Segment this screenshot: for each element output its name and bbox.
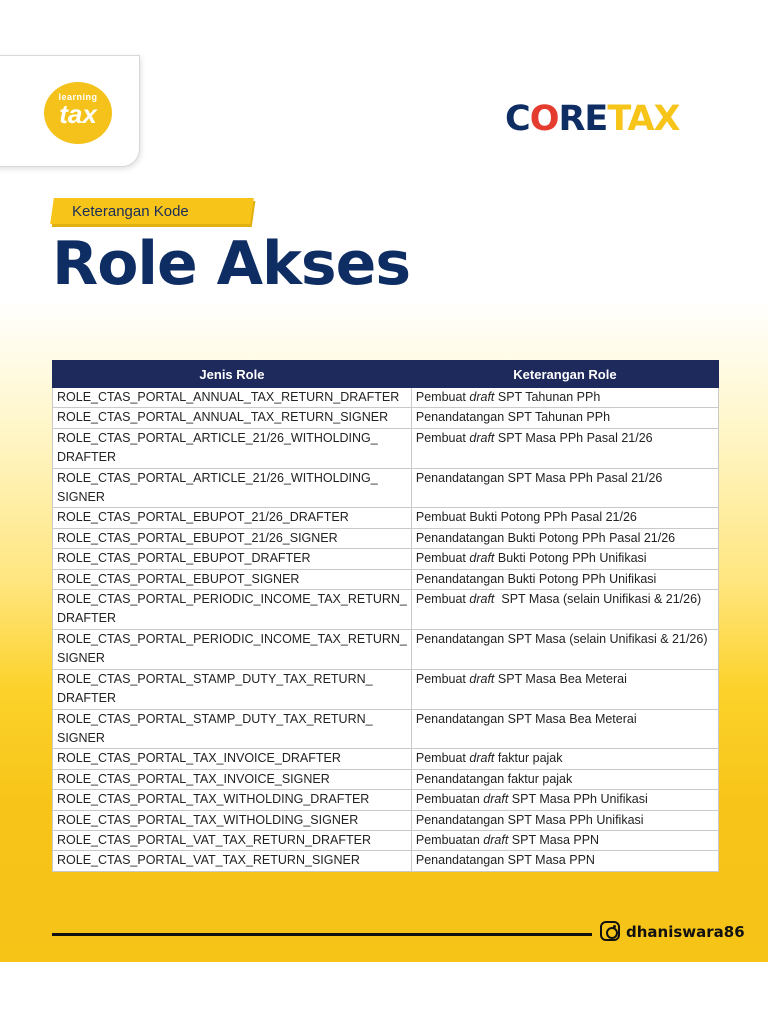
role-description-text: Penandatangan Bukti Potong PPh Unifikasi: [415, 571, 657, 586]
coretax-o: O: [529, 99, 559, 139]
role-description-cell: [411, 830, 718, 850]
role-description-text: faktur pajak: [494, 751, 563, 766]
role-description-emphasis: draft: [469, 592, 495, 607]
role-code-cell: [53, 549, 412, 569]
table-row: [53, 851, 719, 871]
table-row: [53, 810, 719, 830]
table-row: [53, 629, 719, 669]
role-description-text: SPT Masa Bea Meterai: [494, 671, 627, 686]
logo-line1: learning: [58, 92, 98, 102]
role-code-line: ROLE_CTAS_PORTAL_STAMP_DUTY_TAX_RETURN_: [57, 711, 373, 726]
role-code-cell: [53, 590, 412, 630]
role-description-cell: [411, 709, 718, 749]
role-description-cell: [411, 629, 718, 669]
table-row: [53, 468, 719, 508]
role-description-text: Pembuat: [415, 390, 470, 404]
table-row: [53, 388, 719, 408]
instagram-handle: dhaniswara86: [626, 923, 745, 941]
role-description-text: Penandatangan SPT Tahunan PPh: [415, 410, 611, 425]
role-description-emphasis: draft: [483, 792, 509, 807]
role-code-line: ROLE_CTAS_PORTAL_EBUPOT_DRAFTER: [57, 551, 311, 566]
coretax-re: RE: [558, 99, 608, 139]
role-description-cell: [411, 669, 718, 709]
footer-divider: [52, 933, 592, 936]
role-description-text: SPT Masa PPN: [508, 832, 600, 847]
role-code-cell: [53, 629, 412, 669]
role-description-text: Pembuat: [415, 751, 470, 766]
logo-line2: tax: [59, 99, 97, 129]
role-description-text: Pembuat: [415, 592, 470, 607]
table-row: [53, 408, 719, 428]
column-header-keterangan-role: Keterangan Role: [411, 361, 718, 388]
table-row: [53, 549, 719, 569]
role-code-line: ROLE_CTAS_PORTAL_TAX_INVOICE_DRAFTER: [57, 751, 341, 766]
role-code-line: ROLE_CTAS_PORTAL_EBUPOT_21/26_SIGNER: [57, 530, 338, 545]
coretax-logo: [505, 96, 680, 142]
role-description-cell: [411, 569, 718, 589]
role-description-text: Penandatangan SPT Masa PPh Unifikasi: [415, 812, 644, 827]
table-header-row: [53, 361, 719, 388]
role-description-text: SPT Masa (selain Unifikasi & 21/26): [494, 592, 702, 607]
role-code-cell: [53, 428, 412, 468]
table-row: [53, 669, 719, 709]
role-code-cell: [53, 749, 412, 769]
role-description-emphasis: draft: [469, 671, 495, 686]
role-table: [52, 360, 719, 872]
role-code-line: SIGNER: [57, 490, 105, 505]
role-code-line: ROLE_CTAS_PORTAL_VAT_TAX_RETURN_SIGNER: [57, 853, 360, 868]
table-row: [53, 508, 719, 528]
role-description-emphasis: draft: [483, 832, 509, 847]
role-code-line: DRAFTER: [57, 450, 117, 465]
role-code-line: ROLE_CTAS_PORTAL_TAX_WITHOLDING_DRAFTER: [57, 792, 370, 807]
role-description-cell: [411, 408, 718, 428]
table-row: [53, 830, 719, 850]
role-description-cell: [411, 810, 718, 830]
role-description-cell: [411, 590, 718, 630]
column-header-jenis-role: Jenis Role: [53, 361, 412, 388]
table-row: [53, 769, 719, 789]
role-description-cell: [411, 388, 718, 408]
role-description-cell: [411, 749, 718, 769]
page-title: Role Akses: [52, 229, 411, 299]
role-description-cell: [411, 549, 718, 569]
table-row: [53, 569, 719, 589]
role-description-text: Pembuatan: [415, 792, 484, 807]
role-code-line: ROLE_CTAS_PORTAL_PERIODIC_INCOME_TAX_RETURN_: [57, 592, 407, 607]
role-code-cell: [53, 669, 412, 709]
role-code-cell: [53, 769, 412, 789]
role-description-text: SPT Masa PPh Pasal 21/26: [494, 430, 653, 445]
role-description-cell: [411, 851, 718, 871]
role-code-cell: [53, 709, 412, 749]
role-code-cell: [53, 508, 412, 528]
role-code-line: ROLE_CTAS_PORTAL_ARTICLE_21/26_WITHOLDING_: [57, 430, 378, 445]
coretax-tax: TAX: [607, 99, 680, 139]
role-code-cell: [53, 528, 412, 548]
role-code-line: ROLE_CTAS_PORTAL_STAMP_DUTY_TAX_RETURN_: [57, 671, 373, 686]
instagram-icon: [600, 921, 620, 941]
role-description-text: Pembuat: [415, 430, 470, 445]
table-body: [53, 388, 719, 872]
role-code-line: ROLE_CTAS_PORTAL_PERIODIC_INCOME_TAX_RETURN_: [57, 631, 407, 646]
role-description-emphasis: draft: [469, 430, 495, 445]
role-code-line: ROLE_CTAS_PORTAL_VAT_TAX_RETURN_DRAFTER: [57, 832, 371, 847]
table-row: [53, 790, 719, 810]
table-row: [53, 528, 719, 548]
role-code-line: ROLE_CTAS_PORTAL_TAX_INVOICE_SIGNER: [57, 771, 330, 786]
role-code-cell: [53, 408, 412, 428]
role-description-text: Pembuat: [415, 551, 470, 566]
role-description-text: Pembuatan: [415, 832, 484, 847]
role-code-cell: [53, 851, 412, 871]
table-row: [53, 428, 719, 468]
role-description-text: Penandatangan SPT Masa PPh Pasal 21/26: [415, 470, 663, 485]
role-description-cell: [411, 790, 718, 810]
role-code-line: ROLE_CTAS_PORTAL_TAX_WITHOLDING_SIGNER: [57, 812, 359, 827]
role-code-line: DRAFTER: [57, 611, 117, 626]
table-row: [53, 590, 719, 630]
role-code-cell: [53, 388, 412, 408]
role-code-cell: [53, 830, 412, 850]
role-code-cell: [53, 569, 412, 589]
role-code-line: ROLE_CTAS_PORTAL_EBUPOT_21/26_DRAFTER: [57, 510, 349, 525]
role-description-emphasis: draft: [469, 390, 495, 404]
role-description-cell: [411, 508, 718, 528]
role-description-cell: [411, 468, 718, 508]
role-code-cell: [53, 790, 412, 810]
role-description-emphasis: draft: [469, 751, 495, 766]
role-description-text: Penandatangan SPT Masa PPN: [415, 853, 595, 868]
role-description-cell: [411, 428, 718, 468]
role-code-line: DRAFTER: [57, 691, 117, 706]
table-row: [53, 709, 719, 749]
coretax-co: C: [505, 99, 530, 139]
subtitle: Keterangan Kode: [72, 203, 189, 220]
role-description-text: Penandatangan Bukti Potong PPh Pasal 21/26: [415, 530, 676, 545]
role-description-text: SPT Masa PPh Unifikasi: [508, 792, 648, 807]
role-code-cell: [53, 468, 412, 508]
role-code-line: ROLE_CTAS_PORTAL_ARTICLE_21/26_WITHOLDING_: [57, 470, 378, 485]
role-description-text: Penandatangan faktur pajak: [415, 771, 573, 786]
role-code-line: ROLE_CTAS_PORTAL_ANNUAL_TAX_RETURN_DRAFTER: [57, 390, 400, 404]
role-code-line: ROLE_CTAS_PORTAL_EBUPOT_SIGNER: [57, 571, 300, 586]
learning-tax-logo: [44, 82, 112, 144]
role-code-line: SIGNER: [57, 651, 105, 666]
role-code-line: SIGNER: [57, 730, 105, 745]
role-description-emphasis: draft: [469, 551, 495, 566]
role-description-text: Penandatangan SPT Masa (selain Unifikasi & 21/26): [415, 631, 708, 646]
role-description-text: Penandatangan SPT Masa Bea Meterai: [415, 711, 637, 726]
role-description-text: Pembuat Bukti Potong PPh Pasal 21/26: [415, 510, 637, 525]
role-description-text: SPT Tahunan PPh: [494, 390, 601, 404]
role-description-cell: [411, 769, 718, 789]
role-code-cell: [53, 810, 412, 830]
role-description-text: Pembuat: [415, 671, 470, 686]
role-description-text: Bukti Potong PPh Unifikasi: [494, 551, 647, 566]
role-code-line: ROLE_CTAS_PORTAL_ANNUAL_TAX_RETURN_SIGNER: [57, 410, 389, 425]
table-row: [53, 749, 719, 769]
role-description-cell: [411, 528, 718, 548]
